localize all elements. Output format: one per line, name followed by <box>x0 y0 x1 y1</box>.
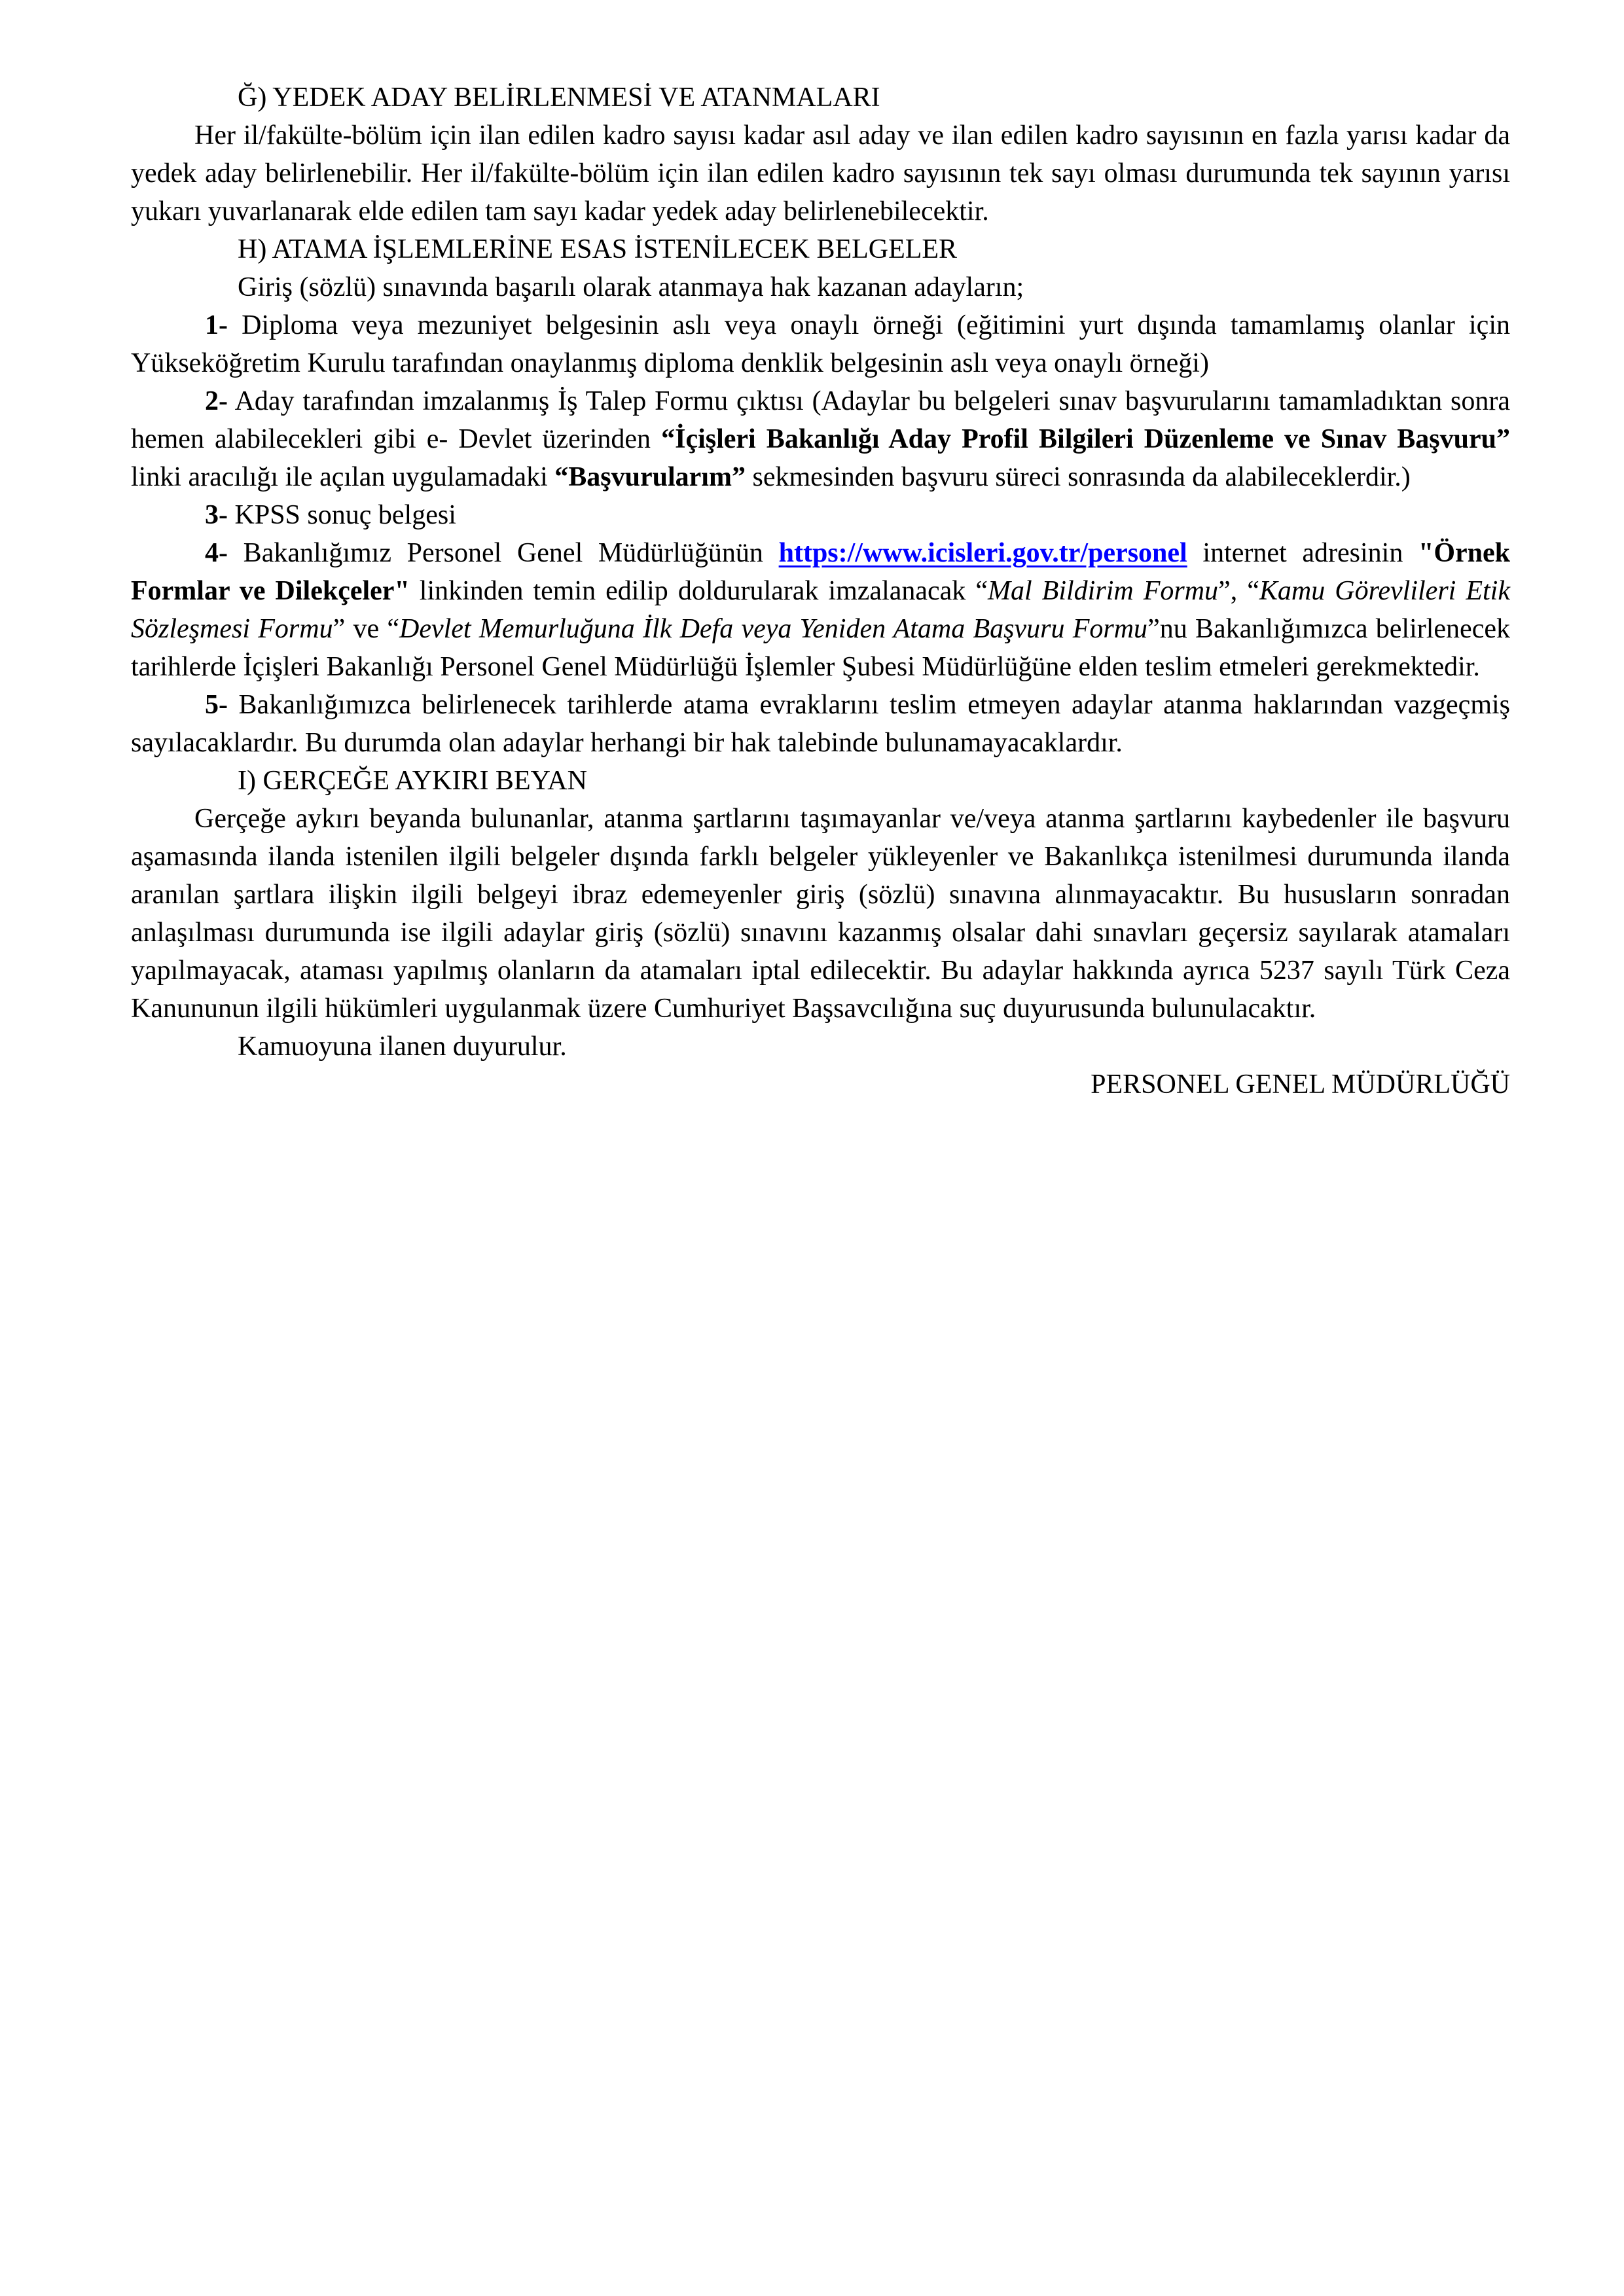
h-intro-line: Giriş (sözlü) sınavında başarılı olarak atanmaya hak kazanan adayların; <box>238 272 1024 302</box>
item-4-form-name-3: Devlet Memurluğuna İlk Defa veya Yeniden Atama Başvuru Formu <box>399 614 1148 644</box>
item-4-form-name-2: Kamu Görevlileri Etik Sözleşmesi Formu <box>131 576 1510 644</box>
list-item-1 <box>131 306 1510 382</box>
item-4-quote: ” <box>1147 614 1160 644</box>
item-2-text-segment: Aday tarafından imzalanmış İş Talep Formu çıktısı (Adaylar bu belgeleri sınav başvurularını tamamladıktan sonra hemen alabilecekleri gibi e- Devlet üzerinden <box>131 386 1510 454</box>
item-4-text-segment: internet adresinin <box>1187 538 1418 568</box>
item-4-text-segment: Bakanlığımız Personel Genel Müdürlüğünün <box>228 538 779 568</box>
section-heading-g: Ğ) YEDEK ADAY BELİRLENMESİ VE ATANMALARI <box>238 82 880 113</box>
list-item-5 <box>131 686 1510 762</box>
list-item-3 <box>131 496 1510 534</box>
item-1-text: Diploma veya mezuniyet belgesinin aslı veya onaylı örneği (eğitimini yurt dışında tamamlamış olanlar için Yükseköğretim Kurulu tarafından onaylanmış diploma denklik belgesinin aslı veya onaylı örneği) <box>131 310 1510 378</box>
item-2-number: 2- <box>205 386 228 416</box>
item-4-text-segment: nu Bakanlığımızca belirlenecek tarihlerde İçişleri Bakanlığı Personel Genel Müdürlüğü İşlemler Şubesi Müdürlüğüne elden teslim etmeleri gerekmektedir. <box>131 614 1510 682</box>
item-4-quote: ” ve “ <box>333 614 399 644</box>
item-4-bold-phrase: "Örnek Formlar ve Dilekçeler" <box>131 538 1510 606</box>
item-4-form-name-1: Mal Bildirim Formu <box>988 576 1219 606</box>
personel-website-link[interactable]: https://www.icisleri.gov.tr/personel <box>778 538 1187 568</box>
paragraph-i: Gerçeğe aykırı beyanda bulunanlar, atanma şartlarını taşımayanlar ve/veya atanma şartlarını kaybedenler ile başvuru aşamasında ilanda istenilen ilgili belgeler dışında farklı belgeler yükleyenler ve Bakanlıkça istenilmesi durumunda ilanda aranılan şartlara ilişkin ilgili belgeyi ibraz edemeyenler giriş (sözlü) sınavına alınmayacaktır. Bu hususların sonradan anlaşılması durumunda ise ilgili adaylar giriş (sözlü) sınavını kazanmış olsalar dahi sınavları geçersiz sayılarak atamaları yapılmayacak, ataması yapılmış olanların da atamaları iptal edilecektir. Bu adaylar hakkında ayrıca 5237 sayılı Türk Ceza Kanununun ilgili hükümleri uygulanmak üzere Cumhuriyet Başsavcılığına suç duyurusunda bulunulacaktır. <box>131 804 1510 1024</box>
item-4-text-segment: linkinden temin edilip doldurularak imzalanacak <box>409 576 976 606</box>
signature-line: PERSONEL GENEL MÜDÜRLÜĞÜ <box>1091 1069 1510 1100</box>
item-5-number: 5- <box>205 690 228 720</box>
item-4-number: 4- <box>205 538 228 568</box>
section-heading-h: H) ATAMA İŞLEMLERİNE ESAS İSTENİLECEK BELGELER <box>238 234 958 264</box>
item-3-text: KPSS sonuç belgesi <box>228 500 456 530</box>
list-item-2 <box>131 382 1510 496</box>
item-4-quote: ”, “ <box>1218 576 1259 606</box>
item-4-quote: “ <box>975 576 988 606</box>
list-item-4 <box>131 534 1510 686</box>
item-5-text: Bakanlığımızca belirlenecek tarihlerde atama evraklarını teslim etmeyen adaylar atanma haklarından vazgeçmiş sayılacaklardır. Bu durumda olan adaylar herhangi bir hak talebinde bulunamayacaklardır. <box>131 690 1510 758</box>
paragraph-g: Her il/fakülte-bölüm için ilan edilen kadro sayısı kadar asıl aday ve ilan edilen kadro sayısının en fazla yarısı kadar da yedek aday belirlenebilir. Her il/fakülte-bölüm için ilan edilen kadro sayısının tek sayı olması durumunda tek sayının yarısı yukarı yuvarlanarak elde edilen tam sayı kadar yedek aday belirlenebilecektir. <box>131 120 1510 226</box>
item-3-number: 3- <box>205 500 228 530</box>
item-2-text-segment: linki aracılığı ile açılan uygulamadaki <box>131 462 555 492</box>
item-2-bold-phrase-1: “İçişleri Bakanlığı Aday Profil Bilgileri Düzenleme ve Sınav Başvuru” <box>661 424 1510 454</box>
item-2-text-segment: sekmesinden başvuru süreci sonrasında da alabileceklerdir.) <box>745 462 1411 492</box>
item-1-number: 1- <box>205 310 228 340</box>
closing-line: Kamuoyuna ilanen duyurulur. <box>238 1031 567 1062</box>
section-heading-i: I) GERÇEĞE AYKIRI BEYAN <box>238 766 587 796</box>
item-2-bold-phrase-2: “Başvurularım” <box>554 462 746 492</box>
